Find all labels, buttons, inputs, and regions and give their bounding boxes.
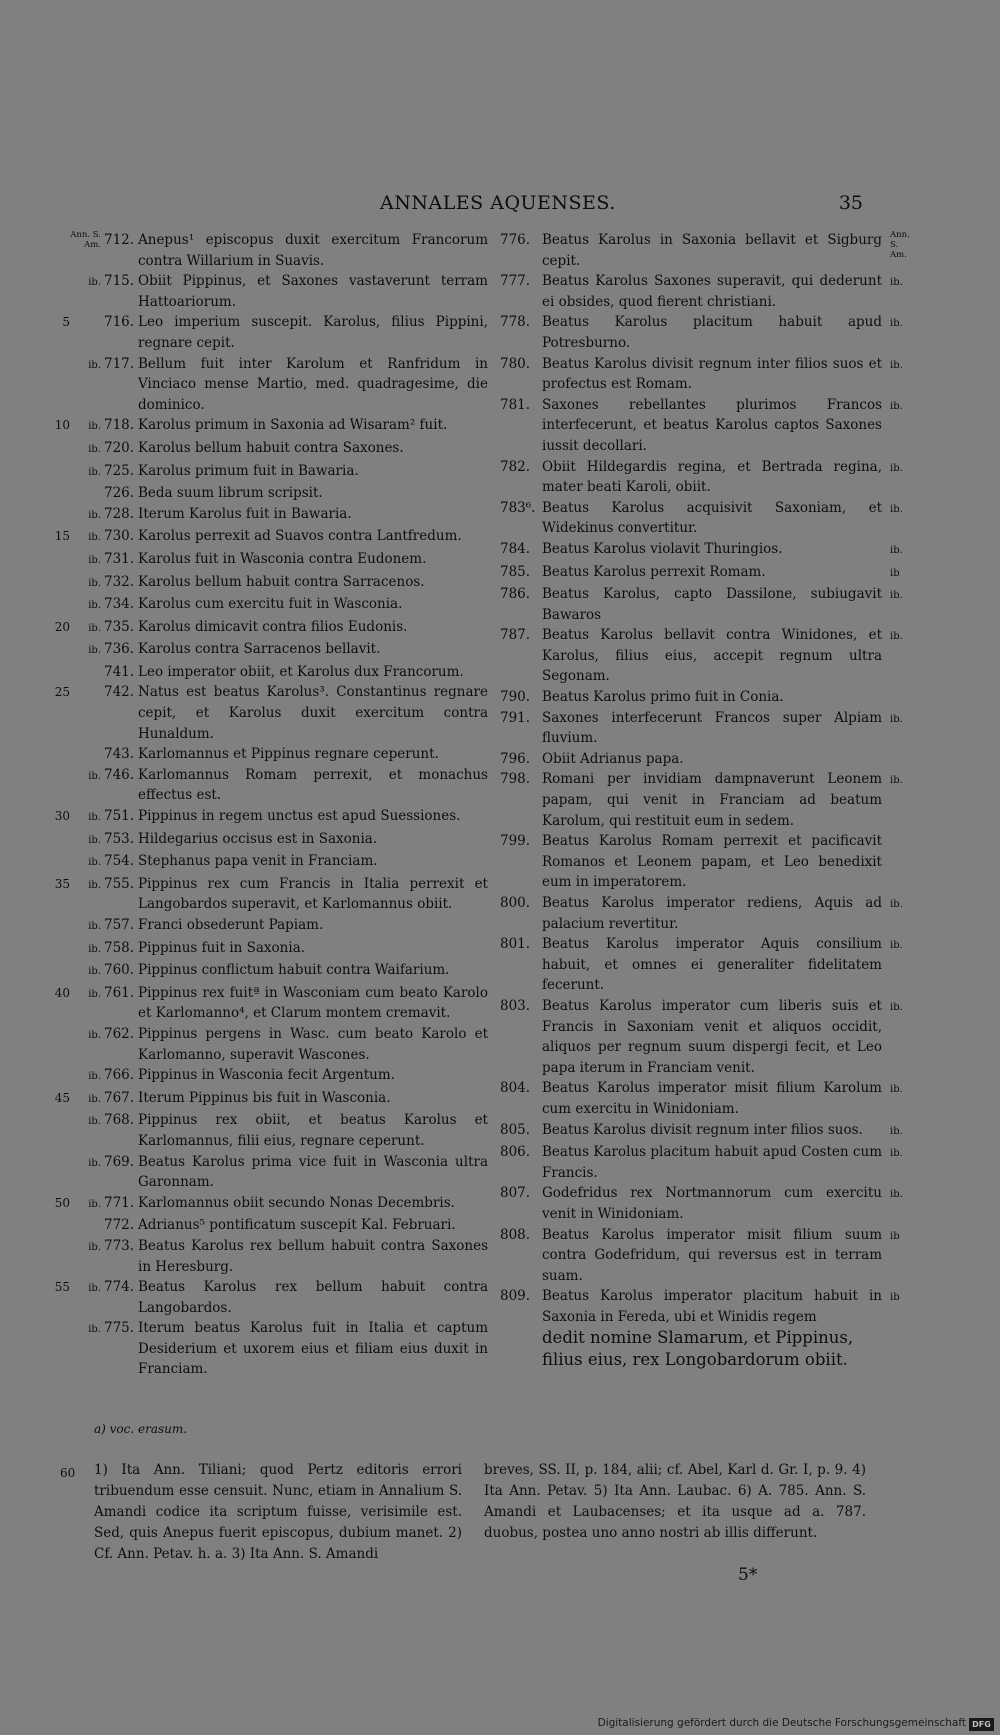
annal-entry <box>54 1277 488 1318</box>
annal-entry <box>498 893 916 934</box>
year: 772. <box>104 1217 135 1234</box>
footer <box>0 1715 1000 1735</box>
source-siglum: ib. <box>890 1189 903 1201</box>
year: 799. <box>500 833 531 850</box>
source-siglum: ib. <box>890 318 903 330</box>
footnote-line-number: 60 <box>60 1466 76 1480</box>
annal-entry <box>54 874 488 915</box>
year: 784. <box>500 540 531 557</box>
source-siglum: ib. <box>88 966 101 978</box>
year: 767. <box>104 1089 135 1106</box>
year: 728. <box>104 505 135 522</box>
entry-text: Karolus fuit in Wasconia contra Eudonem. <box>138 550 427 567</box>
footnotes-right: breves, SS. II, p. 184, alii; cf. Abel, Karl d. Gr. I, p. 9. 4) Ita Ann. Petav. 5) Ita Ann. Laubac. 6) A. 785. Ann. S. Amandi et Laubacenses; et ita usque ad a. 787. duobus, postea uno anno nostri ab illis differunt. <box>484 1462 866 1541</box>
source-siglum: ib. <box>88 988 101 1000</box>
year: 731. <box>104 550 135 567</box>
source-siglum: ib. <box>890 544 903 556</box>
source-siglum: ib. <box>88 857 101 869</box>
annal-entry <box>54 1193 488 1216</box>
year: 773. <box>104 1237 135 1254</box>
source-siglum: ib. <box>88 554 101 566</box>
year: 718. <box>104 417 135 434</box>
source-siglum: ib <box>890 1292 900 1304</box>
source-siglum: ib <box>890 1230 900 1242</box>
entry-text: Romani per invidiam dampnaverunt Leonem papam, qui venit in Franciam ad beatum Karolum, qui restituit eum in sedem. <box>542 771 882 829</box>
year: 743. <box>104 746 135 763</box>
source-siglum: ib. <box>890 940 903 952</box>
annal-entry <box>60 1318 488 1380</box>
entry-text: Beatus Karolus prima vice fuit in Wasconia ultra Garonnam. <box>138 1153 488 1191</box>
source-siglum: ib. <box>890 277 903 289</box>
annal-entry <box>498 539 916 562</box>
annal-entry <box>60 461 488 484</box>
page-number: 35 <box>838 192 863 214</box>
annal-entry <box>498 584 916 625</box>
annal-entry <box>498 934 916 996</box>
annal-entry <box>54 682 488 744</box>
year: 804. <box>500 1080 531 1097</box>
entry-text: Saxones rebellantes plurimos Francos interfecerunt, et beatus Karolus captos Saxones iussit decollari. <box>542 396 882 454</box>
entry-text: Karlomannus et Pippinus regnare ceperunt. <box>138 746 439 763</box>
year: 768. <box>104 1112 135 1129</box>
source-siglum: ib. <box>88 1093 101 1105</box>
annal-entry <box>498 1225 916 1287</box>
year: 806. <box>500 1144 531 1161</box>
year: 800. <box>500 895 531 911</box>
annal-entry <box>498 831 916 893</box>
year: 807. <box>500 1185 531 1202</box>
entry-text: Obiit Pippinus, et Saxones vastaverunt terram Hattoariorum. <box>138 273 488 310</box>
footnotes-left: 1) Ita Ann. Tiliani; quod Pertz editoris errori tribuendum esse censuit. Nunc, etiam in Annalium S. Amandi codice ita scriptum fuisse, verisimile est. Sed, quis Anepus fuerit episcopus, dubium manet. 2) Cf. Ann. Petav. h. a. 3) Ita Ann. S. Amandi <box>94 1462 462 1562</box>
source-siglum: ib. <box>890 1148 903 1160</box>
year: 787. <box>500 627 531 644</box>
source-siglum: ib. <box>88 600 101 612</box>
year: 760. <box>104 962 135 979</box>
annal-entry <box>498 354 916 395</box>
entry-text: Franci obsederunt Papiam. <box>138 917 324 933</box>
year: 725. <box>104 462 135 479</box>
source-siglum: ib. <box>890 775 903 787</box>
entry-text: Karlomannus Romam perrexit, et monachus effectus est. <box>138 766 488 804</box>
line-number: 20 <box>54 619 70 634</box>
entry-text: Karlomannus obiit secundo Nonas Decembris. <box>138 1194 455 1211</box>
annal-entry <box>60 312 488 353</box>
year: 717. <box>104 355 135 372</box>
entry-text: Beatus Karolus rex bellum habuit contra Langobardos. <box>138 1279 488 1316</box>
source-siglum: Ann. S. Am. <box>70 230 101 250</box>
entry-text: Pippinus in Wasconia fecit Argentum. <box>138 1067 395 1084</box>
entry-text: Pippinus rex cum Francis in Italia perrexit et Langobardos superavit, et Karlomannus obiit. <box>138 875 488 913</box>
footer-text: Digitalisierung gefördert durch die Deutsche Forschungsgemeinschaft <box>597 1717 966 1729</box>
entry-text: Karolus bellum habuit contra Sarracenos. <box>138 573 425 590</box>
entry-text: Iterum Karolus fuit in Bawaria. <box>138 505 352 522</box>
source-siglum: ib. <box>88 943 101 955</box>
year: 735. <box>104 618 135 635</box>
line-number: 45 <box>54 1090 70 1105</box>
entry-text: Iterum Pippinus bis fuit in Wasconia. <box>138 1089 391 1106</box>
annal-entry <box>60 1152 488 1193</box>
running-title: ANNALES AQUENSES. <box>380 192 616 214</box>
year: 781. <box>500 396 531 413</box>
year: 791. <box>500 709 531 726</box>
source-siglum: ib. <box>890 1084 903 1096</box>
annal-entry <box>60 915 488 938</box>
annal-entry <box>60 662 488 683</box>
year: 754. <box>104 853 135 870</box>
source-siglum <box>882 687 916 708</box>
source-siglum <box>60 662 104 683</box>
entry-text: Beatus Karolus rex bellum habuit contra Saxones in Heresburg. <box>138 1237 488 1275</box>
entry-text: Karolus dimicavit contra filios Eudonis. <box>138 618 408 635</box>
entry-text: Anepus¹ episcopus duxit exercitum Francorum contra Willarium in Suavis. <box>138 232 488 269</box>
year: 734. <box>104 596 135 613</box>
year: 715. <box>104 273 135 290</box>
entry-text: Hildegarius occisus est in Saxonia. <box>138 830 378 847</box>
year: 716. <box>104 314 135 331</box>
year: 798. <box>500 771 531 788</box>
year: 766. <box>104 1067 135 1084</box>
year: 726. <box>104 485 135 502</box>
source-siglum: ib. <box>88 921 101 932</box>
annal-entry <box>498 457 916 498</box>
year: 782. <box>500 458 531 475</box>
source-siglum: ib. <box>88 1324 101 1336</box>
year: 755. <box>104 875 135 892</box>
annal-entry <box>60 1215 488 1236</box>
entry-text: Pippinus conflictum habuit contra Waifarium. <box>138 962 450 979</box>
source-siglum: ib. <box>88 1198 101 1210</box>
entry-text: Godefridus rex Nortmannorum cum exercitu venit in Winidoniam. <box>542 1185 882 1222</box>
entry-text: Beatus Karolus imperator cum liberis suis et Francis in Saxoniam venit et aliquos occidit, aliquos per regnum suum dispergi fecit, et Leo papa iterum in Franciam venit. <box>542 997 882 1076</box>
page-header <box>0 192 1000 216</box>
year: 785. <box>500 563 531 580</box>
year: 720. <box>104 439 135 456</box>
year: 775. <box>104 1320 135 1337</box>
source-siglum: ib. <box>890 1125 903 1137</box>
entry-text: Beatus Karolus perrexit Romam. <box>542 563 766 580</box>
year: 778. <box>500 314 531 331</box>
source-siglum: ib. <box>88 1029 101 1041</box>
entry-text: Beatus Karolus placitum habuit apud Potresburno. <box>542 314 882 351</box>
year: 730. <box>104 528 135 545</box>
entry-text: Karolus perrexit ad Suavos contra Lantfredum. <box>138 528 462 545</box>
year: 771. <box>104 1194 135 1211</box>
source-siglum: ib. <box>88 277 101 289</box>
final-lines: dedit nomine Slamarum, et Pippinus, filius eius, rex Longobardorum obiit. <box>542 1328 854 1370</box>
line-number: 5 <box>62 315 70 330</box>
source-siglum: ib. <box>890 899 903 910</box>
entry-text: Beatus Karolus divisit regnum inter filios suos. <box>542 1121 863 1138</box>
line-number: 10 <box>54 418 70 433</box>
entry-text: Beatus Karolus placitum habuit apud Costen cum Francis. <box>542 1144 882 1181</box>
annal-entry <box>60 1024 488 1065</box>
source-siglum <box>60 483 104 504</box>
annal-entry <box>60 639 488 662</box>
annal-entry <box>498 312 916 353</box>
year: 762. <box>104 1025 135 1042</box>
annal-entry <box>498 687 916 708</box>
source-siglum: ib. <box>88 1157 101 1169</box>
year: 786. <box>500 586 531 603</box>
entry-text: Beatus Karolus imperator Aquis consilium habuit, et omnes ei generaliter fidelitatem fecerunt. <box>542 936 882 994</box>
entry-text: Obiit Hildegardis regina, et Bertrada regina, mater beati Karoli, obiit. <box>542 458 882 496</box>
source-siglum: ib. <box>890 631 903 643</box>
annal-entry <box>60 829 488 852</box>
annal-entry <box>498 1286 916 1327</box>
annal-entry <box>60 851 488 874</box>
source-siglum: ib. <box>88 532 101 544</box>
year: 736. <box>104 641 135 658</box>
source-siglum: ib. <box>88 1283 101 1295</box>
line-number: 25 <box>54 685 70 700</box>
entry-text: Beatus Karolus divisit regnum inter filios suos et profectus est Romam. <box>542 355 882 393</box>
year: 796. <box>500 750 531 767</box>
source-siglum: Ann. S. Am. <box>890 230 910 260</box>
entry-text: Karolus cum exercitu fuit in Wasconia. <box>138 596 403 613</box>
year: 712. <box>104 232 135 248</box>
annal-entry <box>498 230 916 271</box>
source-siglum: ib. <box>88 622 101 634</box>
annal-entry <box>54 526 488 549</box>
source-siglum: ib. <box>88 443 101 455</box>
annal-entry <box>60 1236 488 1277</box>
annal-entry <box>498 498 916 539</box>
source-siglum: ib. <box>88 834 101 846</box>
critical-note: a) voc. erasum. <box>94 1422 188 1436</box>
annal-entry <box>60 230 488 271</box>
annal-entry <box>60 271 488 312</box>
entry-text: Leo imperium suscepit. Karolus, filius Pippini, regnare cepit. <box>138 314 488 351</box>
year: 803. <box>500 997 531 1014</box>
entry-text: Beatus Karolus, capto Dassilone, subiugavit Bawaros <box>542 586 882 623</box>
annal-entry <box>498 749 916 770</box>
year: 809. <box>500 1288 531 1305</box>
year: 753. <box>104 830 135 847</box>
annal-entry <box>498 708 916 749</box>
entry-text: Stephanus papa venit in Franciam. <box>138 853 378 870</box>
right-column <box>498 230 916 1371</box>
source-siglum: ib. <box>88 466 101 478</box>
source-siglum: ib. <box>890 359 903 371</box>
annal-entry <box>60 438 488 461</box>
entry-text: Beda suum librum scripsit. <box>138 485 323 502</box>
annal-entry <box>498 395 916 457</box>
annal-entry <box>498 996 916 1078</box>
annal-entry <box>54 806 488 829</box>
entry-text: Pippinus in regem unctus est apud Suessiones. <box>138 808 461 825</box>
year: 805. <box>500 1121 531 1138</box>
source-siglum: ib. <box>890 713 903 725</box>
year: 808. <box>500 1226 531 1243</box>
annal-entry <box>60 1110 488 1151</box>
entry-text: Natus est beatus Karolus³. Constantinus regnare cepit, et Karolus duxit exercitum contra Hunaldum. <box>138 684 488 742</box>
year: 780. <box>500 355 531 372</box>
year: 746. <box>104 766 135 783</box>
annal-entry <box>498 1142 916 1183</box>
annal-entry <box>498 562 916 585</box>
annal-entry <box>60 960 488 983</box>
annal-entry <box>54 617 488 640</box>
source-siglum <box>882 831 916 893</box>
entry-text: Saxones interfecerunt Francos super Alpiam fluvium. <box>542 709 882 747</box>
annal-entry <box>498 769 916 831</box>
annal-entry <box>60 483 488 504</box>
year: 776. <box>500 232 531 248</box>
annal-entry <box>60 1065 488 1088</box>
source-siglum: ib. <box>88 770 101 782</box>
source-siglum: ib. <box>88 509 101 521</box>
entry-text: Iterum beatus Karolus fuit in Italia et captum Desiderium et uxorem eius et filiam eius duxit in Franciam. <box>138 1320 488 1378</box>
year: 777. <box>500 273 531 290</box>
annal-entry <box>498 271 916 312</box>
annal-entry <box>60 572 488 595</box>
annal-entry <box>498 1078 916 1119</box>
source-siglum: ib. <box>890 462 903 474</box>
year: 758. <box>104 939 135 956</box>
entry-text: Beatus Karolus imperator misit filium suum contra Godefridum, qui reversus est in terram suam. <box>542 1226 882 1284</box>
line-number: 40 <box>54 985 70 1000</box>
source-siglum: ib. <box>88 645 101 657</box>
entry-text: Karolus contra Sarracenos bellavit. <box>138 641 381 658</box>
entry-text: Beatus Karolus Saxones superavit, qui dederunt ei obsides, quod fierent christiani. <box>542 273 882 310</box>
source-siglum <box>60 1215 104 1236</box>
line-number: 50 <box>54 1195 70 1210</box>
entry-text: Beatus Karolus Romam perrexit et pacificavit Romanos et Leonem papam, et Leo benedixit eum in imperatorem. <box>542 833 882 891</box>
entry-text: Beatus Karolus acquisivit Saxoniam, et Widekinus convertitur. <box>542 499 882 537</box>
annal-entry <box>54 415 488 438</box>
source-siglum: ib <box>890 567 900 579</box>
entry-text: Adrianus⁵ pontificatum suscepit Kal. Februari. <box>138 1217 456 1234</box>
source-siglum: ib. <box>88 1071 101 1083</box>
annal-entry <box>498 1120 916 1143</box>
source-siglum <box>60 744 104 765</box>
year: 769. <box>104 1153 135 1170</box>
annal-entry <box>54 983 488 1024</box>
line-number: 55 <box>54 1280 70 1295</box>
source-siglum: ib. <box>890 1001 903 1013</box>
source-siglum: ib. <box>88 1241 101 1253</box>
year: 732. <box>104 573 135 590</box>
year: 783⁶. <box>500 499 536 516</box>
annal-entry <box>60 594 488 617</box>
annal-entry <box>60 744 488 765</box>
entry-text: Pippinus pergens in Wasc. cum beato Karolo et Karlomanno, superavit Wascones. <box>138 1025 488 1063</box>
entry-text: Karolus primum fuit in Bawaria. <box>138 462 359 479</box>
year: 741. <box>104 663 135 680</box>
signature-mark: 5* <box>738 1565 758 1585</box>
entry-text: Beatus Karolus imperator placitum habuit in Saxonia in Fereda, ubi et Winidis regem <box>542 1288 882 1325</box>
entry-text: Pippinus rex fuitª in Wasconiam cum beato Karolo et Karlomanno⁴, et Clarum montem cremavit. <box>138 984 488 1022</box>
annal-entry <box>498 625 916 687</box>
entry-text: Pippinus fuit in Saxonia. <box>138 939 306 956</box>
entry-text: Karolus primum in Saxonia ad Wisaram² fuit. <box>138 417 448 434</box>
source-siglum: ib. <box>88 421 101 433</box>
source-siglum: ib. <box>88 577 101 589</box>
annal-entry <box>60 504 488 527</box>
line-number: 15 <box>54 529 70 544</box>
entry-text: Beatus Karolus imperator rediens, Aquis ad palacium revertitur. <box>542 895 882 932</box>
dfg-logo-icon: DFG <box>969 1718 994 1731</box>
entry-text: Obiit Adrianus papa. <box>542 750 684 767</box>
annal-entry <box>60 549 488 572</box>
annal-entry <box>60 765 488 806</box>
year: 742. <box>104 684 135 701</box>
entry-text: Beatus Karolus imperator misit filium Karolum cum exercitu in Winidoniam. <box>542 1080 882 1117</box>
annal-entry <box>60 354 488 416</box>
entry-text: Beatus Karolus primo fuit in Conia. <box>542 689 784 706</box>
year: 757. <box>104 917 135 933</box>
annal-entry <box>498 1183 916 1224</box>
source-siglum: ib. <box>890 590 903 602</box>
year: 761. <box>104 984 135 1001</box>
year: 790. <box>500 689 531 706</box>
source-siglum: ib. <box>890 503 903 515</box>
line-number: 35 <box>54 876 70 891</box>
source-siglum: ib. <box>88 879 101 891</box>
source-siglum: ib. <box>88 812 101 824</box>
entry-text: Pippinus rex obiit, et beatus Karolus et Karlomannus, filii eius, regnare ceperunt. <box>138 1112 488 1149</box>
source-siglum <box>882 749 916 770</box>
year: 801. <box>500 936 531 953</box>
entry-text: Bellum fuit inter Karolum et Ranfridum in Vinciaco mense Martio, med. quadragesime, die dominico. <box>138 355 488 413</box>
entry-text: Beatus Karolus in Saxonia bellavit et Sigburg cepit. <box>542 232 882 269</box>
source-siglum: ib. <box>890 400 903 412</box>
year: 774. <box>104 1279 135 1296</box>
entry-text: Beatus Karolus violavit Thuringios. <box>542 540 783 557</box>
source-siglum: ib. <box>88 1116 101 1128</box>
left-column <box>54 230 488 1380</box>
year: 751. <box>104 808 135 825</box>
entry-text: Beatus Karolus bellavit contra Winidones, et Karolus, filius eius, accepit regnum ultra Segonam. <box>542 627 882 685</box>
annal-entry <box>60 938 488 961</box>
annal-entry <box>54 1088 488 1111</box>
entry-text: Karolus bellum habuit contra Saxones. <box>138 439 404 456</box>
line-number: 30 <box>54 809 70 824</box>
source-siglum: ib. <box>88 359 101 371</box>
entry-text: Leo imperator obiit, et Karolus dux Francorum. <box>138 663 464 680</box>
